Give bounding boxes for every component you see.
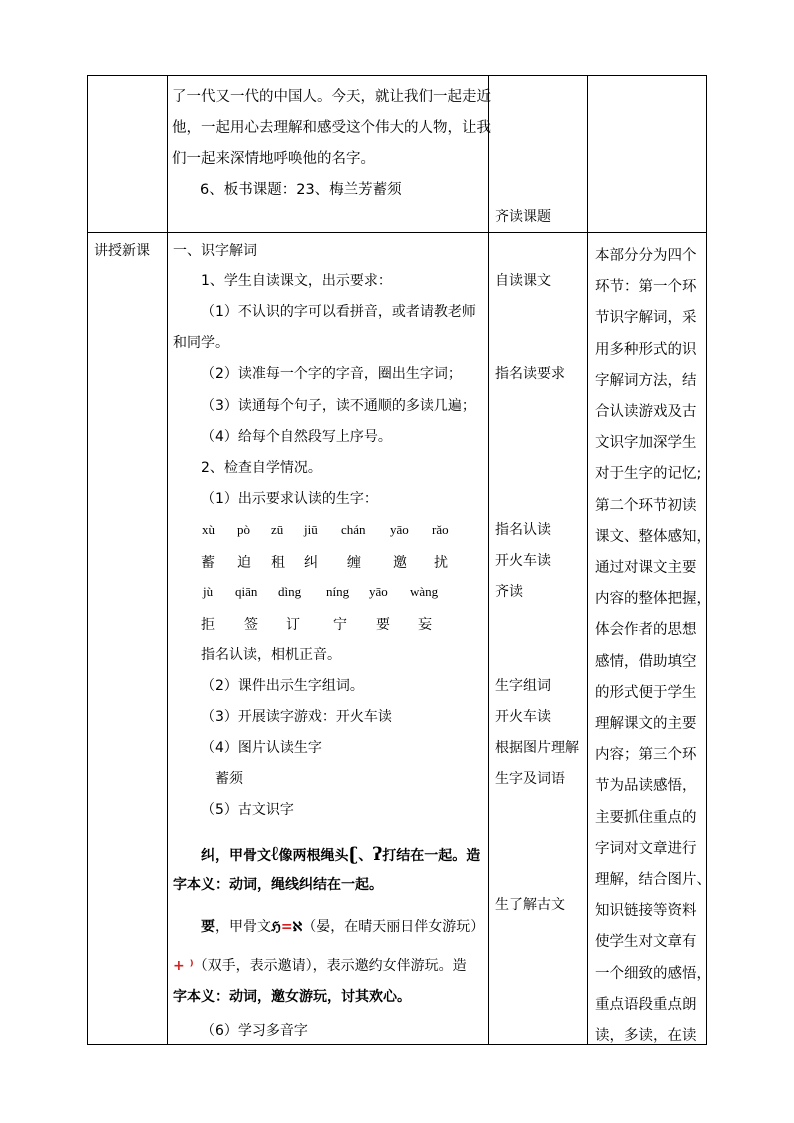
new-character: 扰 (434, 555, 448, 571)
content-line: （5）古文识字 (201, 802, 294, 818)
yao-explanation-line3: 字本义：动词，邀女游玩，讨其欢心。 (173, 989, 411, 1005)
pinyin: xù (202, 522, 215, 537)
column-divider-2 (488, 75, 489, 1045)
yao-text: （双手，表示邀请），表示邀约女伴游玩。造 (193, 958, 467, 974)
intro-line: 们一起来深情地呼唤他的名字。 (172, 151, 375, 167)
intro-paragraph (172, 82, 491, 206)
pinyin: jù (203, 584, 214, 599)
new-character: 迫 (237, 555, 251, 571)
note-line: 对于生字的记忆; (595, 466, 702, 483)
pinyin: rǎo (432, 522, 449, 537)
note-line: 节识字解词，采 (595, 310, 697, 327)
new-character: 缠 (347, 555, 361, 571)
pinyin: zū (271, 522, 284, 537)
oracle-sun-icon: ℌ (271, 920, 281, 935)
activity-item: 齐读 (495, 584, 523, 600)
note-line: 内容的整体把握， (595, 591, 711, 608)
new-character: 纠 (304, 555, 318, 571)
new-character: 签 (244, 617, 258, 633)
content-line: （2）读准每一个字的字音，圈出生字词； (201, 366, 462, 382)
activity-item: 生字组词 (495, 678, 551, 694)
pinyin: wàng (410, 584, 439, 599)
note-line: 字解词方法，结 (595, 372, 697, 389)
rope-end-icon: ʗ (348, 844, 359, 865)
new-character: 邀 (393, 555, 407, 571)
yao-text: （晏，在晴天丽日伴女游玩） (302, 919, 485, 935)
content-line: （4）图片认读生字 (201, 740, 322, 756)
note-line: 重点语段重点朗 (595, 996, 697, 1013)
new-character: 宁 (333, 617, 347, 633)
note-line: 一个细致的感悟， (595, 965, 711, 982)
note-line: 字词对文章进行 (595, 840, 697, 857)
note-line: 通过对课文主要 (595, 560, 697, 577)
note-line: 主要抓住重点的 (595, 809, 697, 826)
content-line: （3）读通每个句子，读不通顺的多读几遍； (201, 398, 476, 414)
new-character: 妄 (418, 617, 432, 633)
activity-item: 开火车读 (495, 709, 551, 725)
pinyin: dìng (278, 584, 302, 599)
jiu-explanation-line1 (201, 841, 481, 865)
yao-text: ，甲骨文 (215, 919, 271, 935)
content-line: 指名认读，相机正音。 (201, 647, 341, 663)
content-line: 1、学生自读课文，出示要求： (201, 273, 392, 289)
design-notes (595, 241, 711, 1052)
note-line: 读，多读，在读 (595, 1028, 697, 1045)
pinyin: yāo (369, 584, 388, 599)
pinyin: pò (237, 522, 250, 537)
content-line: 和同学。 (173, 335, 229, 351)
oracle-rope-icon: ℓ (271, 841, 279, 865)
activity-item: 开火车读 (495, 553, 551, 569)
activity-read-title: 齐读课题 (495, 209, 551, 225)
new-character: 拒 (201, 617, 215, 633)
content-line: 2、检查自学情况。 (201, 460, 322, 476)
note-line: 课文、整体感知， (595, 528, 711, 545)
pinyin: níng (326, 584, 350, 599)
note-line: 知识链接等资料 (595, 903, 697, 920)
activity-item: 生字及词语 (495, 771, 565, 787)
new-character: 蓄 (201, 555, 215, 571)
new-character: 订 (286, 617, 300, 633)
table-border-left (87, 75, 88, 1045)
oracle-woman-icon: ℵ (292, 920, 303, 935)
note-line: 内容；第三个环 (595, 747, 697, 764)
note-line: 环节：第一个环 (595, 279, 697, 296)
content-heading: 一、识字解词 (173, 243, 257, 259)
row-divider (87, 232, 707, 233)
note-line: 理解课文的主要 (595, 716, 697, 733)
table-border-top (87, 75, 707, 76)
note-line: 理解，结合图片、 (595, 872, 711, 889)
activity-item: 指名认读 (495, 522, 551, 538)
activity-item: 指名读要求 (495, 366, 565, 382)
jiu-text: ，甲骨文 (215, 848, 271, 864)
content-line: （2）课件出示生字组词。 (201, 678, 364, 694)
note-line: 用多种形式的识 (595, 341, 697, 358)
note-line: 的形式便于学生 (595, 684, 697, 701)
activity-item: 自读课文 (495, 273, 551, 289)
pinyin: jiū (304, 522, 318, 537)
board-title-line: 6、板书课题：23、梅兰芳蓄须 (200, 182, 402, 198)
yao-character: 要 (201, 919, 215, 935)
note-line: 感情，借助填空 (595, 653, 697, 670)
note-line: 使学生对文章有 (595, 934, 697, 951)
content-line: （1）不认识的字可以看拼音，或者请教老师 (201, 304, 476, 320)
two-hands-icon: + ⁾ (173, 958, 194, 974)
note-line: 合认读游戏及古 (595, 404, 697, 421)
intro-line: 他，一起用心去理解和感受这个伟大的人物，让我 (172, 120, 491, 136)
note-line: 本部分分为四个 (595, 248, 697, 264)
jiu-text: 像两根绳头 (278, 848, 349, 864)
note-line: 第二个环节初读 (595, 497, 697, 514)
column-divider-3 (587, 75, 588, 1045)
column-divider-1 (167, 75, 168, 1045)
pinyin: qiān (235, 584, 258, 599)
content-line: （1）出示要求认读的生字： (201, 491, 378, 507)
content-line: （4）给每个自然段写上序号。 (201, 429, 392, 445)
yao-explanation-line2 (173, 957, 467, 975)
content-line: 蓄须 (215, 771, 243, 787)
jiu-explanation-line2: 字本义：动词，绳线纠结在一起。 (173, 877, 383, 893)
jiu-character: 纠 (201, 848, 215, 864)
pinyin: chán (341, 522, 366, 537)
equals-icon: = (280, 919, 293, 935)
intro-line: 了一代又一代的中国人。今天，就让我们一起走近 (172, 89, 491, 105)
section-title: 讲授新课 (94, 243, 150, 259)
note-line: 文识字加深学生 (595, 435, 697, 452)
yao-explanation-line1 (201, 918, 484, 936)
new-character: 租 (271, 555, 285, 571)
content-line: （3）开展读字游戏：开火车读 (201, 709, 392, 725)
knot-icon: ʔ (372, 844, 383, 865)
content-line: （6）学习多音字 (201, 1023, 308, 1039)
note-line: 节为品读感悟， (595, 778, 697, 795)
jiu-text: 、 (358, 848, 373, 864)
new-character: 要 (376, 617, 390, 633)
pinyin: yāo (390, 522, 409, 537)
activity-item: 生了解古文 (495, 897, 565, 913)
activity-item: 根据图片理解 (495, 740, 579, 756)
jiu-text: 打结在一起。造 (382, 848, 481, 864)
note-line: 体会作者的思想 (595, 622, 697, 639)
